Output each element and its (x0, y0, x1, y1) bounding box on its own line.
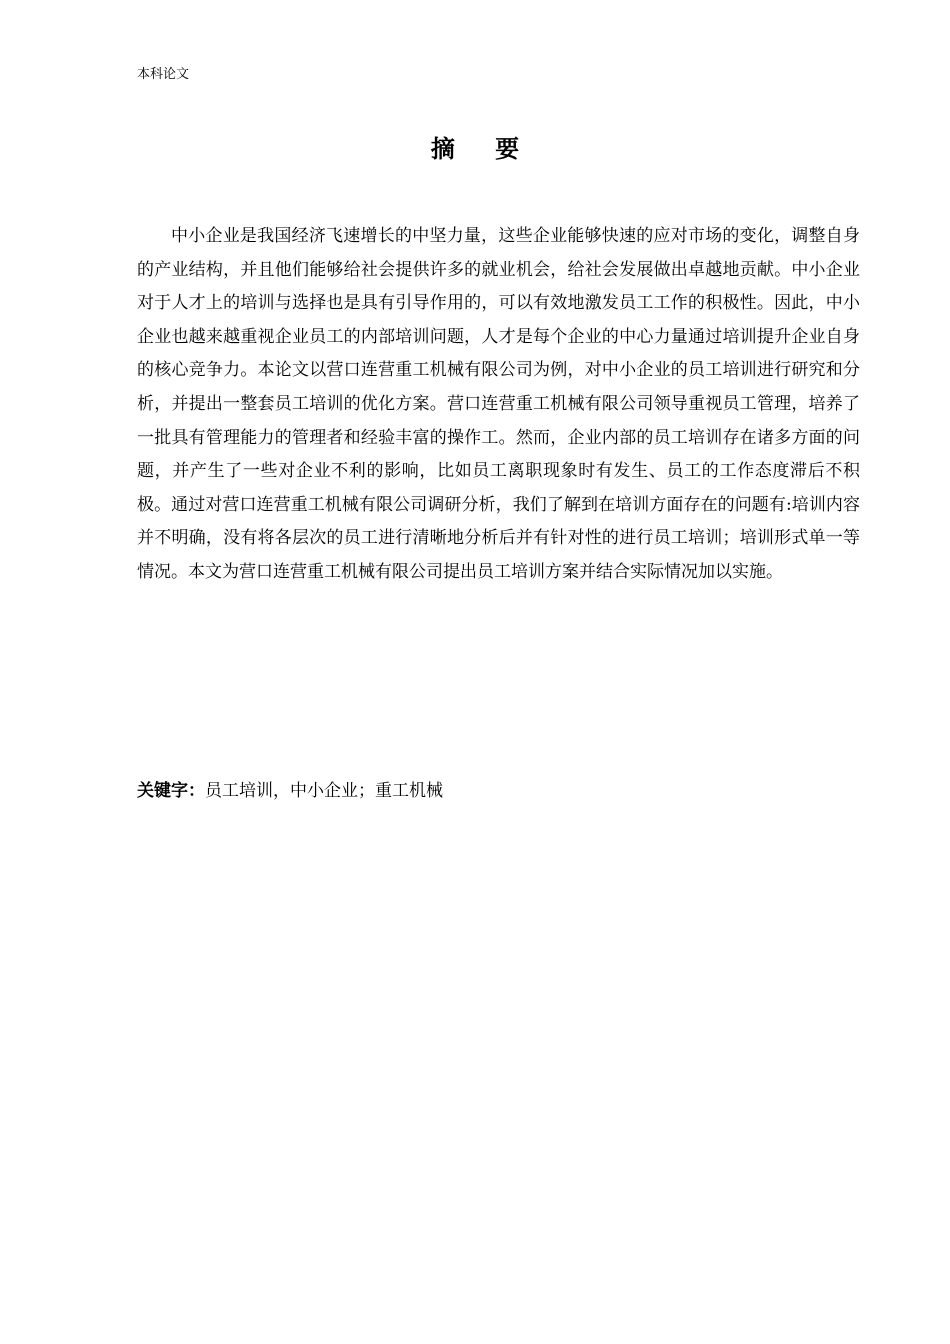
keywords-line (137, 777, 860, 805)
abstract-body: 中小企业是我国经济飞速增长的中坚力量，这些企业能够快速的应对市场的变化，调整自身的产业结构，并且他们能够给社会提供许多的就业机会，给社会发展做出卓越地贡献。中小企业对于人才上的培训与选择也是具有引导作用的，可以有效地激发员工工作的积极性。因此，中小企业也越来越重视企业员工的内部培训问题，人才是每个企业的中心力量通过培训提升企业自身的核心竞争力。本论文以营口连营重工机械有限公司为例，对中小企业的员工培训进行研究和分析，并提出一整套员工培训的优化方案。营口连营重工机械有限公司领导重视员工管理，培养了一批具有管理能力的管理者和经验丰富的操作工。然而，企业内部的员工培训存在诸多方面的问题，并产生了一些对企业不利的影响，比如员工离职现象时有发生、员工的工作态度滞后不积极。通过对营口连营重工机械有限公司调研分析，我们了解到在培训方面存在的问题有:培训内容并不明确，没有将各层次的员工进行清晰地分析后并有针对性的进行员工培训；培训形式单一等情况。本文为营口连营重工机械有限公司提出员工培训方案并结合实际情况加以实施。 (137, 226, 860, 582)
keywords-label: 关键字： (137, 781, 205, 801)
running-header: 本科论文 (137, 67, 190, 82)
keywords-value: 员工培训，中小企业；重工机械 (205, 781, 443, 801)
abstract-title: 摘 要 (430, 135, 536, 163)
